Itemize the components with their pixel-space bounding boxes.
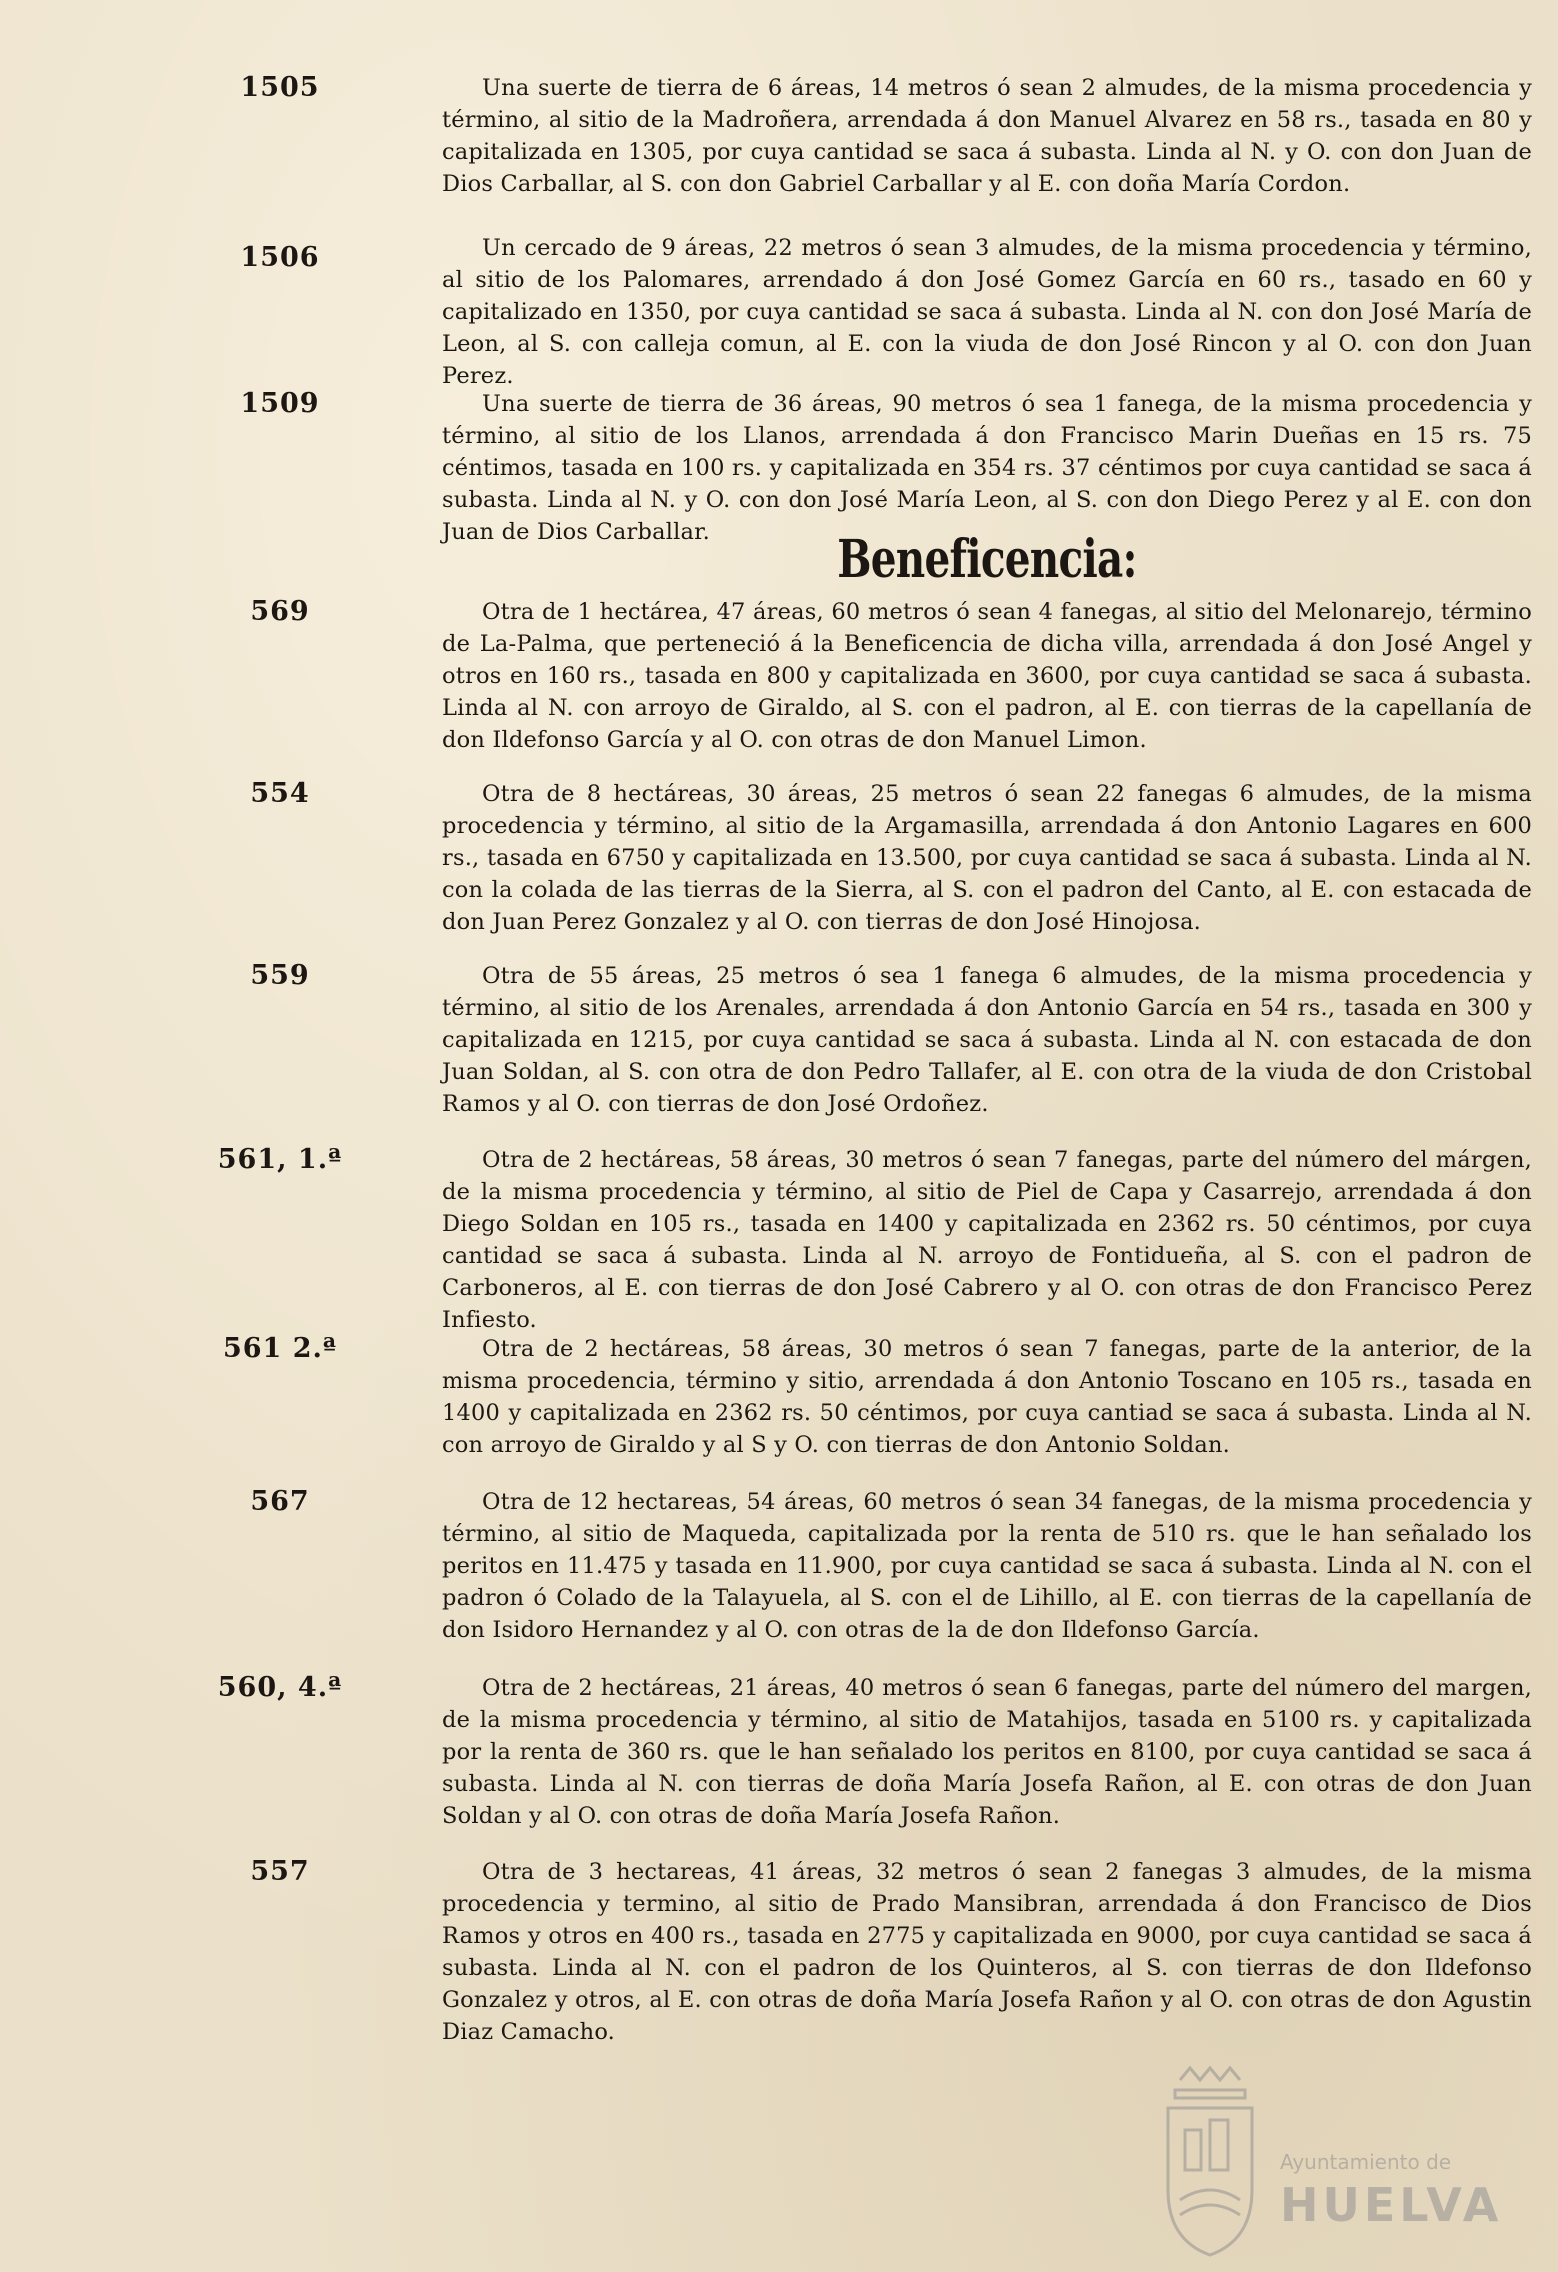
entry-number: 1505 xyxy=(240,72,320,103)
entry-number: 1509 xyxy=(240,388,320,419)
entry-number: 561, 1.ª xyxy=(217,1144,343,1175)
watermark-line1: Ayuntamiento de xyxy=(1280,2150,1452,2174)
entry-text: Otra de 2 hectáreas, 58 áreas, 30 metros ó sean 7 fanegas, parte del número del márgen, de la misma procedencia y término, al sitio de Piel de Capa y Casarrejo, arrendada á don Diego Soldan en 105 rs., tasada en 1400 y capitalizada en 2362 rs. 50 céntimos, por cuya cantidad se saca á subasta. Linda al N. arroyo de Fontidueña, al S. con el padron de Carboneros, al E. con tierras de don José Cabrero y al O. con otras de don Francisco Perez Infiesto. xyxy=(442,1147,1532,1333)
entry-text: Otra de 12 hectareas, 54 áreas, 60 metros ó sean 34 fanegas, de la misma procedencia y término, al sitio de Maqueda, capitalizada por la renta de 510 rs. que le han señalado los peritos en 11.475 y tasada en 11.900, por cuya cantidad se saca á subasta. Linda al N. con el padron ó Colado de la Talayuela, al S. con el de Lihillo, al E. con tierras de la capellanía de don Isidoro Hernandez y al O. con otras de la de don Ildefonso García. xyxy=(442,1489,1532,1643)
entry-number: 560, 4.ª xyxy=(217,1672,343,1703)
entry-number: 559 xyxy=(250,960,310,991)
section-heading: Beneficencia: xyxy=(837,529,1137,590)
entry-number: 569 xyxy=(250,596,310,627)
entry-text: Otra de 1 hectárea, 47 áreas, 60 metros ó sean 4 fanegas, al sitio del Melonarejo, término de La-Palma, que perteneció á la Beneficencia de dicha villa, arrendada á don José Angel y otros en 160 rs., tasada en 800 y capitalizada en 3600, por cuya cantidad se saca á subasta. Linda al N. con arroyo de Giraldo, al S. con el padron, al E. con tierras de la capellanía de don Ildefonso García y al O. con otras de don Manuel Limon. xyxy=(442,599,1532,753)
entry-text: Una suerte de tierra de 36 áreas, 90 metros ó sea 1 fanega, de la misma procedencia y término, al sitio de los Llanos, arrendada á don Francisco Marin Dueñas en 15 rs. 75 céntimos, tasada en 100 rs. y capitalizada en 354 rs. 37 céntimos por cuya cantidad se saca á subasta. Linda al N. y O. con don José María Leon, al S. con don Diego Perez y al E. con don Juan de Dios Carballar. xyxy=(442,391,1532,545)
coat-of-arms-icon xyxy=(1140,2060,1270,2260)
entry-text: Una suerte de tierra de 6 áreas, 14 metros ó sean 2 almudes, de la misma procedencia y término, al sitio de la Madroñera, arrendada á don Manuel Alvarez en 58 rs., tasada en 80 y capitalizada en 1305, por cuya cantidad se saca á subasta. Linda al N. y O. con don Juan de Dios Carballar, al S. con don Gabriel Carballar y al E. con doña María Cordon. xyxy=(442,75,1532,197)
entry-text: Otra de 55 áreas, 25 metros ó sea 1 fanega 6 almudes, de la misma procedencia y término, al sitio de los Arenales, arrendada á don Antonio García en 54 rs., tasada en 300 y capitalizada en 1215, por cuya cantidad se saca á subasta. Linda al N. con estacada de don Juan Soldan, al S. con otra de don Pedro Tallafer, al E. con otra de la viuda de don Cristobal Ramos y al O. con tierras de don José Ordoñez. xyxy=(442,963,1532,1117)
entry-text: Otra de 2 hectáreas, 58 áreas, 30 metros ó sean 7 fanegas, parte de la anterior, de la misma procedencia, término y sitio, arrendada á don Antonio Toscano en 105 rs., tasada en 1400 y capitalizada en 2362 rs. 50 céntimos, por cuya cantiad se saca á subasta. Linda al N. con arroyo de Giraldo y al S y O. con tierras de don Antonio Soldan. xyxy=(442,1336,1532,1458)
entry-number: 557 xyxy=(250,1856,310,1887)
entry-number: 1506 xyxy=(240,242,320,273)
entry-number: 567 xyxy=(250,1486,310,1517)
entry-number: 554 xyxy=(250,778,310,809)
entry-number: 561 2.ª xyxy=(222,1333,338,1364)
ayuntamiento-watermark xyxy=(1140,2060,1520,2260)
watermark-line2: HUELVA xyxy=(1280,2178,1503,2232)
entry-text: Otra de 3 hectareas, 41 áreas, 32 metros ó sean 2 fanegas 3 almudes, de la misma procedencia y termino, al sitio de Prado Mansibran, arrendada á don Francisco de Dios Ramos y otros en 400 rs., tasada en 2775 y capitalizada en 9000, por cuya cantidad se saca á subasta. Linda al N. con el padron de los Quinteros, al S. con tierras de don Ildefonso Gonzalez y otros, al E. con otras de doña María Josefa Rañon y al O. con otras de don Agustin Diaz Camacho. xyxy=(442,1859,1532,2045)
entry-text: Un cercado de 9 áreas, 22 metros ó sean 3 almudes, de la misma procedencia y término, al sitio de los Palomares, arrendado á don José Gomez García en 60 rs., tasado en 60 y capitalizado en 1350, por cuya cantidad se saca á subasta. Linda al N. con don José María de Leon, al S. con calleja comun, al E. con la viuda de don José Rincon y al O. con don Juan Perez. xyxy=(442,235,1532,389)
entry-text: Otra de 8 hectáreas, 30 áreas, 25 metros ó sean 22 fanegas 6 almudes, de la misma procedencia y término, al sitio de la Argamasilla, arrendada á don Antonio Lagares en 600 rs., tasada en 6750 y capitalizada en 13.500, por cuya cantidad se saca á subasta. Linda al N. con la colada de las tierras de la Sierra, al S. con el padron del Canto, al E. con estacada de don Juan Perez Gonzalez y al O. con tierras de don José Hinojosa. xyxy=(442,781,1532,935)
entry-text: Otra de 2 hectáreas, 21 áreas, 40 metros ó sean 6 fanegas, parte del número del margen, de la misma procedencia y término, al sitio de Matahijos, tasada en 5100 rs. y capitalizada por la renta de 360 rs. que le han señalado los peritos en 8100, por cuya cantidad se saca á subasta. Linda al N. con tierras de doña María Josefa Rañon, al E. con otras de don Juan Soldan y al O. con otras de doña María Josefa Rañon. xyxy=(442,1675,1532,1829)
